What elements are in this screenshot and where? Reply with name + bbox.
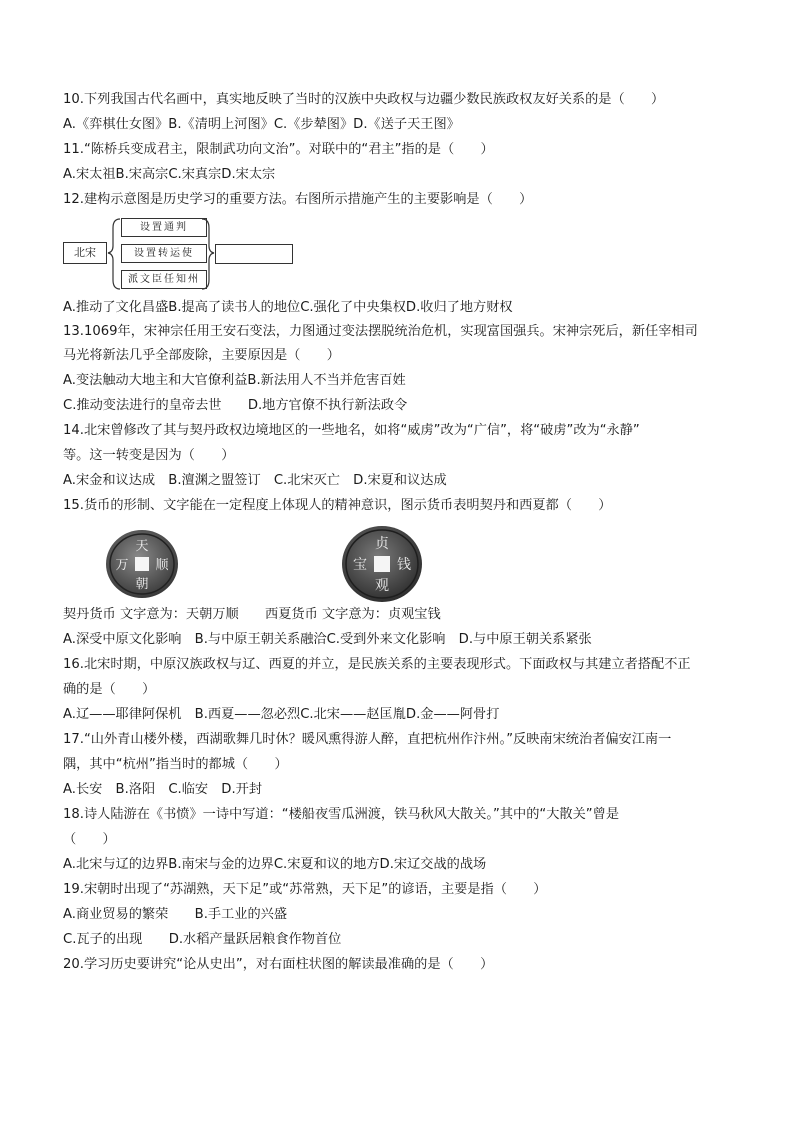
xixia-char-top: 贞: [375, 536, 389, 552]
question-14-line2: 等。这一转变是因为（ ）: [63, 448, 235, 463]
khitan-coin-image: [104, 528, 180, 600]
right-brace-icon: [200, 216, 216, 292]
question-19-options-2: C.瓦子的出现 D.水稻产量跃居粮食作物首位: [63, 932, 342, 947]
question-17-line2: 隅，其中“杭州”指当时的都城（ ）: [63, 757, 288, 772]
question-16-line1: 16.北宋时期，中原汉族政权与辽、西夏的并立，是民族关系的主要表现形式。下面政权与其建立者搭配不正: [63, 657, 691, 672]
question-13-line1: 13.1069年，宋神宗任用王安石变法，力图通过变法摆脱统治危机，实现富国强兵。宋神宗死后，新任宰相司: [63, 324, 698, 339]
khitan-char-top: 天: [135, 539, 149, 554]
question-15-options: A.深受中原文化影响 B.与中原王朝关系融洽C.受到外来文化影响 D.与中原王朝关系紧张: [63, 632, 592, 647]
question-17-line1: 17.“山外青山楼外楼，西湖歌舞几时休？暖风熏得游人醉，直把杭州作汴州。”反映南宋统治者偏安江南一: [63, 732, 672, 747]
question-13-line2: 马光将新法几乎全部废除，主要原因是（ ）: [63, 348, 340, 363]
khitan-char-right: 顺: [155, 558, 169, 573]
measures-diagram: [63, 216, 303, 292]
question-14-line1: 14.北宋曾修改了其与契丹政权边境地区的一些地名，如将“威虏”改为“广信”，将“破虏”改为“永静”: [63, 423, 640, 438]
diagram-item-zhuanyunshi: 设置转运使: [121, 244, 207, 263]
question-10-options: A.《弈棋仕女图》B.《清明上河图》C.《步辇图》D.《送子天王图》: [63, 117, 460, 132]
left-brace-icon: [106, 216, 122, 292]
question-19-options-1: A.商业贸易的繁荣 B.手工业的兴盛: [63, 907, 288, 922]
question-16-options: A.辽——耶律阿保机 B.西夏——忽必烈C.北宋——赵匡胤D.金——阿骨打: [63, 707, 500, 722]
question-20: 20.学习历史要讲究“论从史出”，对右面柱状图的解读最准确的是（ ）: [63, 957, 494, 972]
question-13-options-2: C.推动变法进行的皇帝去世 D.地方官僚不执行新法政令: [63, 398, 408, 413]
khitan-char-bottom: 朝: [135, 577, 149, 592]
question-19: 19.宋朝时出现了“苏湖熟，天下足”或“苏常熟，天下足”的谚语，主要是指（ ）: [63, 882, 547, 897]
question-11: 11.“陈桥兵变成君主，限制武功向文治”。对联中的“君主”指的是（ ）: [63, 142, 494, 157]
xixia-char-left: 宝: [353, 557, 367, 573]
question-11-options: A.宋太祖B.宋高宗C.宋真宗D.宋太宗: [63, 167, 276, 182]
question-18-line1: 18.诗人陆游在《书愤》一诗中写道：“楼船夜雪瓜洲渡，铁马秋风大散关。”其中的“大散关”曾是: [63, 807, 620, 822]
diagram-item-tongpan: 设置通判: [121, 218, 207, 237]
question-15: 15.货币的形制、文字能在一定程度上体现人的精神意识，图示货币表明契丹和西夏都（ ）: [63, 498, 612, 513]
question-14-options: A.宋金和议达成 B.澶渊之盟签订 C.北宋灭亡 D.宋夏和议达成: [63, 473, 447, 488]
question-10: 10.下列我国古代名画中，真实地反映了当时的汉族中央政权与边疆少数民族政权友好关系的是（ ）: [63, 92, 665, 107]
xixia-char-right: 钱: [397, 557, 411, 573]
question-18-options: A.北宋与辽的边界B.南宋与金的边界C.宋夏和议的地方D.宋辽交战的战场: [63, 857, 487, 872]
xixia-coin-image: [340, 524, 424, 604]
question-18-line2: （ ）: [63, 832, 116, 847]
khitan-char-left: 万: [115, 558, 129, 573]
diagram-root: 北宋: [63, 242, 107, 264]
question-12: 12.建构示意图是历史学习的重要方法。右图所示措施产生的主要影响是（ ）: [63, 192, 533, 207]
xixia-char-bottom: 观: [375, 578, 389, 594]
coin-caption: 契丹货币 文字意为：天朝万顺 西夏货币 文字意为：贞观宝钱: [63, 607, 441, 622]
question-17-options: A.长安 B.洛阳 C.临安 D.开封: [63, 782, 263, 797]
question-12-options: A.推动了文化昌盛B.提高了读书人的地位C.强化了中央集权D.收归了地方财权: [63, 300, 513, 315]
diagram-item-zhizhou: 派文臣任知州: [121, 270, 207, 289]
question-13-options-1: A.变法触动大地主和大官僚利益B.新法用人不当并危害百姓: [63, 373, 406, 388]
question-16-line2: 确的是（ ）: [63, 682, 156, 697]
diagram-answer-box: [215, 244, 293, 264]
